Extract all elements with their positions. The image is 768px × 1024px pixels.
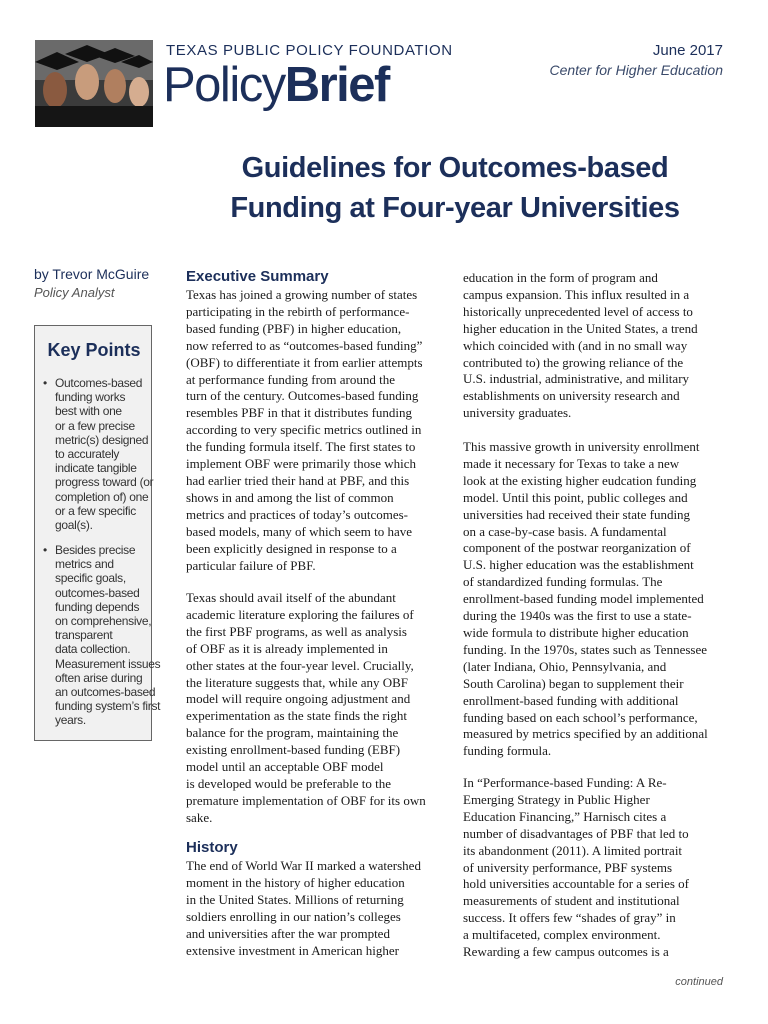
text-line: funding based on each school’s performance, xyxy=(463,709,698,725)
text-line: at performance funding from around the xyxy=(186,371,396,387)
heading-history: History xyxy=(186,839,238,856)
text-line: of standardized funding formulas. The xyxy=(463,574,663,590)
text-line: South Carolina) began to supplement their xyxy=(463,675,684,691)
key-point-line: specific goals, xyxy=(55,571,126,586)
text-line: enrollment-based funding with additional xyxy=(463,692,679,708)
paragraph xyxy=(463,439,708,760)
key-point-line: funding depends xyxy=(55,599,140,614)
bullet: • xyxy=(43,543,47,557)
text-line: model will require ongoing adjustment and xyxy=(186,691,411,707)
text-line: according to very specific metrics outlined in xyxy=(186,422,422,438)
text-line: In “Performance-based Funding: A Re- xyxy=(463,775,667,790)
text-line: which coincided with (and in no small way xyxy=(463,337,688,353)
text-line: Rewarding a few campus outcomes is a xyxy=(463,944,669,960)
text-line: and universities after the war prompted xyxy=(186,925,390,941)
text-line: moment in the history of higher education xyxy=(186,874,405,890)
text-line: hold universities accountable for a series of xyxy=(463,876,689,892)
key-point-line: best with one xyxy=(55,404,122,419)
text-line: particular failure of PBF. xyxy=(186,557,316,573)
key-point-line: indicate tangible xyxy=(55,461,137,476)
text-line: (later Indiana, Ohio, Pennsylvania, and xyxy=(463,658,667,674)
key-point-line: completion of) one xyxy=(55,489,149,504)
text-line: success. It offers few “shades of gray” in xyxy=(463,910,676,926)
text-line: wide formula to distribute higher education xyxy=(463,624,689,640)
text-line: (OBF) to differentiate it from earlier attempts xyxy=(186,354,423,370)
text-line: measurements of student and institutional xyxy=(463,893,680,909)
paragraph xyxy=(463,775,689,961)
text-line: implement OBF were primarily those which xyxy=(186,456,416,472)
text-line: resembles PBF in that it distributes funding xyxy=(186,405,413,421)
logo-word-brief: Brief xyxy=(284,58,389,112)
text-line: existing enrollment-based funding (EBF) xyxy=(186,742,401,758)
paragraph xyxy=(186,590,426,827)
text-line: Education Financing,” Harnisch cites a xyxy=(463,808,667,824)
paragraph xyxy=(186,287,423,574)
text-line: This massive growth in university enrollment xyxy=(463,439,700,454)
text-line: higher education in the United States, a trend xyxy=(463,320,698,336)
text-line: of OBF as it is already implemented in xyxy=(186,640,388,656)
graduates-photo xyxy=(35,40,153,127)
text-line: premature implementation of OBF for its own xyxy=(186,792,426,808)
author-role: Policy Analyst xyxy=(34,285,115,300)
center-name: Center for Higher Education xyxy=(549,62,723,78)
text-line: Emerging Strategy in Public Higher xyxy=(463,791,650,807)
text-line: experimentation as the state finds the right xyxy=(186,708,407,724)
text-line: based models, many of which seem to have xyxy=(186,523,412,539)
text-line: been explicitly designed in response to a xyxy=(186,540,397,556)
key-point-line: Measurement issues xyxy=(55,656,161,671)
heading-executive-summary: Executive Summary xyxy=(186,268,329,285)
text-line: balance for the program, maintaining the xyxy=(186,725,399,741)
text-line: of university performance, PBF systems xyxy=(463,859,673,875)
text-line: model until an acceptable OBF model xyxy=(186,759,384,775)
key-point-line: funding works xyxy=(55,390,126,405)
key-point-line: Besides precise xyxy=(55,543,136,557)
text-line: enrollment-based funding model implemented xyxy=(463,591,704,607)
key-point-line: data collection. xyxy=(55,642,131,657)
publication-date: June 2017 xyxy=(652,42,723,59)
text-line: based funding (PBF) in higher education, xyxy=(186,320,402,336)
key-point-line: metrics and xyxy=(55,557,114,572)
text-line: the first PBF programs, as well as analysis xyxy=(186,623,407,639)
text-line: model. Until this point, public colleges and xyxy=(463,489,688,505)
text-line: education in the form of program and xyxy=(463,270,658,285)
key-point-line: on comprehensive, xyxy=(55,614,152,629)
text-line: academic literature exploring the failures of xyxy=(186,606,414,622)
text-line: look at the existing higher eudcation funding xyxy=(463,472,697,488)
text-line: metrics and practices of today’s outcomes- xyxy=(186,506,409,522)
text-line: shows in and among the list of common xyxy=(186,489,394,505)
text-line: extensive investment in American higher xyxy=(186,942,399,958)
key-point-line: Outcomes-based xyxy=(55,376,143,390)
key-points-box xyxy=(34,325,161,741)
key-points-title: Key Points xyxy=(47,340,141,360)
text-line: on a case-by-case basis. A fundamental xyxy=(463,523,667,539)
text-line: made it necessary for Texas to take a new xyxy=(463,455,680,471)
key-point-line: progress toward (or xyxy=(55,475,154,490)
paragraph xyxy=(186,858,421,959)
text-line: universities had received their state funding xyxy=(463,506,691,522)
text-line: soldiers enrolling in our nation’s colleges xyxy=(186,908,401,924)
text-line: contributed to) the growing reliance of the xyxy=(463,354,684,370)
text-line: is developed would be preferable to the xyxy=(186,775,392,791)
paragraph xyxy=(463,270,698,422)
key-point-line: or a few precise xyxy=(55,418,135,433)
key-point-line: goal(s). xyxy=(55,518,93,533)
text-line: funding formula. xyxy=(463,743,552,759)
text-line: U.S. industrial, administrative, and military xyxy=(463,371,690,387)
text-line: The end of World War II marked a watershed xyxy=(186,858,421,873)
text-line: other states at the four-year level. Crucially, xyxy=(186,657,414,673)
text-line: component of the postwar reorganization of xyxy=(463,540,691,556)
key-point-line: often arise during xyxy=(55,670,143,685)
key-point-line: metric(s) designed xyxy=(55,432,149,447)
text-line: turn of the century. Outcomes-based funding xyxy=(186,388,419,404)
text-line: now referred to as “outcomes-based funding” xyxy=(186,337,423,353)
key-point-line: funding system’s first xyxy=(55,699,161,714)
text-line: the funding formula itself. The first states to xyxy=(186,439,416,455)
text-line: Texas has joined a growing number of states xyxy=(186,287,418,302)
key-point-line: outcomes-based xyxy=(55,585,140,600)
key-point-line: or a few specific xyxy=(55,503,136,518)
text-line: establishments on university research and xyxy=(463,388,680,404)
logo-word-policy: Policy xyxy=(163,58,285,112)
key-point-line: years. xyxy=(55,713,86,728)
organization-name: TEXAS PUBLIC POLICY FOUNDATION xyxy=(166,42,453,59)
text-line: in the United States. Millions of returning xyxy=(186,891,404,907)
text-line: historically unprecedented level of access to xyxy=(463,303,693,319)
text-line: funding. In the 1970s, states such as Tennessee xyxy=(463,641,707,657)
continued-note: continued xyxy=(675,976,723,988)
text-line: had earlier tried their hand at PBF, and this xyxy=(186,472,410,488)
text-line: measured by metrics specified by an additional xyxy=(463,726,708,742)
text-line: campus expansion. This influx resulted in a xyxy=(463,286,690,302)
author-name: by Trevor McGuire xyxy=(34,266,150,282)
text-line: during the 1940s was the first to use a state- xyxy=(463,608,692,624)
text-line: number of disadvantages of PBF that led to xyxy=(463,825,689,841)
text-line: sake. xyxy=(186,809,213,825)
title-line: Funding at Four-year Universities xyxy=(230,192,680,224)
title-line: Guidelines for Outcomes-based xyxy=(241,152,669,184)
key-point-line: to accurately xyxy=(55,447,120,462)
document-title xyxy=(130,148,768,228)
key-point-line: an outcomes-based xyxy=(55,685,156,700)
text-line: U.S. higher education was the establishment xyxy=(463,557,694,573)
text-line: a multifaceted, complex environment. xyxy=(463,927,661,943)
text-line: its abandonment (2011). A limited portrait xyxy=(463,842,683,858)
bullet: • xyxy=(43,376,47,390)
text-line: university graduates. xyxy=(463,405,572,421)
text-line: participating in the rebirth of performance- xyxy=(186,303,410,319)
policy-brief-logo xyxy=(163,57,389,113)
text-line: the literature suggests that, while any OBF xyxy=(186,674,409,690)
text-line: Texas should avail itself of the abundant xyxy=(186,590,396,605)
key-point-line: transparent xyxy=(55,628,113,643)
